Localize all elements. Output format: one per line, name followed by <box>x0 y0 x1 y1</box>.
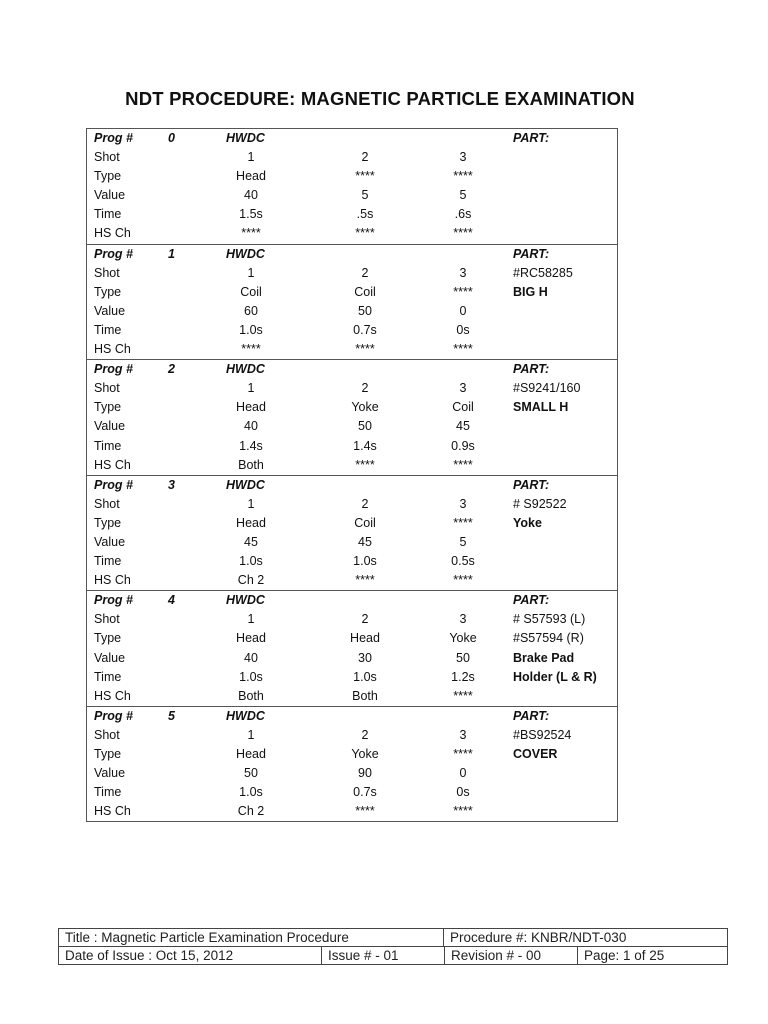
shot-1-time: 1.0s <box>239 669 263 684</box>
program-row-hs-ch <box>87 340 617 359</box>
shot-3-value: 50 <box>456 650 470 665</box>
shot-1-time: 1.0s <box>239 322 263 337</box>
shot-3-time: .6s <box>454 207 472 222</box>
shot-1-value: 40 <box>244 419 258 434</box>
current-mode: HWDC <box>226 246 265 261</box>
prog-label: Prog # <box>94 708 133 723</box>
shot-3-time: 0s <box>456 785 470 800</box>
document-footer <box>58 928 728 965</box>
shot-2-type: Yoke <box>351 747 379 761</box>
row-label: Type <box>94 400 122 415</box>
shot-2-value: 50 <box>358 303 372 318</box>
current-mode: HWDC <box>226 477 265 492</box>
shot-2-type: Yoke <box>351 400 379 415</box>
program-row-value <box>87 533 617 552</box>
shot-1-shot: 1 <box>247 612 255 627</box>
program-row-value <box>87 186 617 205</box>
program-row-time <box>87 783 617 802</box>
shot-3-value: 0 <box>459 766 467 781</box>
shot-2-shot: 2 <box>361 727 369 742</box>
program-number: 2 <box>168 362 175 377</box>
part-info-line: #S57594 (R) <box>513 631 584 646</box>
program-row-time <box>87 552 617 571</box>
program-block <box>87 360 617 476</box>
shot-3-shot: 3 <box>459 727 467 742</box>
program-row-type <box>87 629 617 648</box>
shot-2-hs-ch: **** <box>355 573 375 588</box>
shot-1-type: Coil <box>240 284 262 299</box>
part-info-line: BIG H <box>513 284 548 299</box>
program-block <box>87 707 617 822</box>
row-label: Value <box>94 303 126 318</box>
shot-3-hs-ch: **** <box>453 226 473 241</box>
row-label: HS Ch <box>94 342 131 357</box>
prog-label: Prog # <box>94 131 133 145</box>
shot-1-time: 1.0s <box>239 785 263 800</box>
shot-1-hs-ch: **** <box>241 342 261 357</box>
program-row-hs-ch <box>87 802 617 821</box>
program-block <box>87 245 617 361</box>
shot-2-value: 45 <box>358 534 372 549</box>
program-row-shot <box>87 379 617 398</box>
shot-1-value: 50 <box>244 766 258 781</box>
program-row-value <box>87 764 617 783</box>
shot-1-hs-ch: **** <box>241 226 261 241</box>
shot-1-time: 1.4s <box>239 438 263 453</box>
shot-2-time: .5s <box>356 207 374 222</box>
part-label: PART: <box>513 246 550 261</box>
row-label: Time <box>94 554 122 569</box>
shot-2-shot: 2 <box>361 381 369 396</box>
shot-3-time: 0.9s <box>451 438 475 453</box>
program-row-type <box>87 745 617 764</box>
row-label: Value <box>94 766 126 781</box>
shot-3-hs-ch: **** <box>453 457 473 472</box>
shot-3-hs-ch: **** <box>453 342 473 357</box>
row-label: HS Ch <box>94 688 131 703</box>
program-row-shot <box>87 495 617 514</box>
shot-2-type: Head <box>350 631 380 646</box>
shot-2-type: Coil <box>354 284 376 299</box>
program-header-row <box>87 360 617 379</box>
shot-1-time: 1.5s <box>239 207 263 222</box>
part-label: PART: <box>513 477 550 492</box>
row-label: Shot <box>94 265 120 280</box>
shot-3-type: Yoke <box>449 631 477 646</box>
row-label: Time <box>94 785 122 800</box>
current-mode: HWDC <box>226 131 265 145</box>
program-row-value <box>87 649 617 668</box>
shot-1-value: 60 <box>244 303 258 318</box>
shot-2-value: 5 <box>361 188 369 203</box>
part-info-line: #S9241/160 <box>513 381 581 396</box>
program-row-time <box>87 668 617 687</box>
shot-2-shot: 2 <box>361 265 369 280</box>
row-label: Value <box>94 188 126 203</box>
shot-3-type: **** <box>453 284 473 299</box>
row-label: Type <box>94 169 122 184</box>
footer-issue-number: Issue # - 01 <box>321 947 444 964</box>
part-label: PART: <box>513 593 550 608</box>
shot-1-hs-ch: Ch 2 <box>237 804 265 819</box>
shot-3-shot: 3 <box>459 150 467 165</box>
shot-3-shot: 3 <box>459 612 467 627</box>
shot-3-type: **** <box>453 169 473 184</box>
shot-3-time: 0s <box>456 322 470 337</box>
program-row-shot <box>87 148 617 167</box>
shot-1-type: Head <box>236 631 266 646</box>
shot-3-value: 0 <box>459 303 467 318</box>
program-number: 0 <box>168 131 175 145</box>
shot-3-value: 5 <box>459 188 467 203</box>
program-row-shot <box>87 726 617 745</box>
row-label: Value <box>94 419 126 434</box>
program-row-hs-ch <box>87 456 617 475</box>
program-row-value <box>87 302 617 321</box>
row-label: Type <box>94 515 122 530</box>
current-mode: HWDC <box>226 593 265 608</box>
program-number: 1 <box>168 246 175 261</box>
program-row-time <box>87 437 617 456</box>
shot-3-type: **** <box>453 747 473 761</box>
current-mode: HWDC <box>226 708 265 723</box>
program-row-time <box>87 321 617 340</box>
shot-3-type: **** <box>453 515 473 530</box>
footer-revision-number: Revision # - 00 <box>444 947 577 964</box>
part-info-line: # S92522 <box>513 496 567 511</box>
program-row-shot <box>87 264 617 283</box>
shot-1-value: 45 <box>244 534 258 549</box>
row-label: Value <box>94 534 126 549</box>
part-info-line: Brake Pad <box>513 650 575 665</box>
row-label: HS Ch <box>94 573 131 588</box>
program-block <box>87 476 617 592</box>
program-row-value <box>87 417 617 436</box>
shot-3-shot: 3 <box>459 265 467 280</box>
shot-2-hs-ch: Both <box>352 688 378 703</box>
row-label: Shot <box>94 612 120 627</box>
program-row-shot <box>87 610 617 629</box>
current-mode: HWDC <box>226 362 265 377</box>
program-header-row <box>87 476 617 495</box>
shot-2-time: 0.7s <box>353 322 377 337</box>
shot-3-shot: 3 <box>459 496 467 511</box>
program-row-hs-ch <box>87 687 617 706</box>
part-info-line: COVER <box>513 747 558 761</box>
program-row-type <box>87 514 617 533</box>
program-row-type <box>87 283 617 302</box>
row-label: Shot <box>94 381 120 396</box>
row-label: Time <box>94 669 122 684</box>
shot-1-hs-ch: Both <box>238 688 264 703</box>
row-label: Shot <box>94 727 120 742</box>
shot-3-hs-ch: **** <box>453 804 473 819</box>
shot-3-time: 1.2s <box>451 669 475 684</box>
prog-label: Prog # <box>94 477 133 492</box>
part-info-line: Yoke <box>513 515 542 530</box>
row-label: Type <box>94 284 122 299</box>
shot-3-shot: 3 <box>459 381 467 396</box>
shot-2-hs-ch: **** <box>355 342 375 357</box>
shot-2-type: **** <box>355 169 375 184</box>
row-label: Type <box>94 631 122 646</box>
row-label: Time <box>94 438 122 453</box>
row-label: HS Ch <box>94 804 131 819</box>
shot-2-shot: 2 <box>361 150 369 165</box>
program-number: 3 <box>168 477 175 492</box>
program-number: 5 <box>168 708 175 723</box>
shot-1-shot: 1 <box>247 265 255 280</box>
program-row-hs-ch <box>87 224 617 243</box>
row-label: Time <box>94 322 122 337</box>
shot-1-shot: 1 <box>247 381 255 396</box>
shot-2-value: 50 <box>358 419 372 434</box>
footer-procedure-number: Procedure #: KNBR/NDT-030 <box>443 929 727 946</box>
shot-2-type: Coil <box>354 515 376 530</box>
row-label: Type <box>94 747 122 761</box>
shot-3-hs-ch: **** <box>453 688 473 703</box>
footer-page-number: Page: 1 of 25 <box>577 947 727 964</box>
prog-label: Prog # <box>94 362 133 377</box>
shot-2-hs-ch: **** <box>355 804 375 819</box>
shot-1-hs-ch: Ch 2 <box>237 573 265 588</box>
part-label: PART: <box>513 708 550 723</box>
program-row-type <box>87 398 617 417</box>
program-row-time <box>87 205 617 224</box>
shot-2-time: 0.7s <box>353 785 377 800</box>
footer-title: Title : Magnetic Particle Examination Procedure <box>65 930 349 945</box>
shot-2-shot: 2 <box>361 612 369 627</box>
shot-2-value: 90 <box>358 766 372 781</box>
shot-1-shot: 1 <box>247 496 255 511</box>
part-info-line: # S57593 (L) <box>513 612 586 627</box>
part-info-line: Holder (L & R) <box>513 669 597 684</box>
part-label: PART: <box>513 362 550 377</box>
program-number: 4 <box>168 593 175 608</box>
footer-date-of-issue: Date of Issue : Oct 15, 2012 <box>65 948 234 963</box>
row-label: Shot <box>94 150 120 165</box>
program-block <box>87 129 617 245</box>
shot-3-time: 0.5s <box>451 554 475 569</box>
shot-3-type: Coil <box>452 400 474 415</box>
shot-1-shot: 1 <box>247 150 255 165</box>
program-row-hs-ch <box>87 571 617 590</box>
program-header-row <box>87 245 617 264</box>
part-info-line: #BS92524 <box>513 727 572 742</box>
shot-1-type: Head <box>236 169 266 184</box>
shot-1-type: Head <box>236 400 266 415</box>
prog-label: Prog # <box>94 246 133 261</box>
shot-2-time: 1.4s <box>353 438 377 453</box>
shot-2-hs-ch: **** <box>355 457 375 472</box>
shot-2-value: 30 <box>358 650 372 665</box>
shot-2-time: 1.0s <box>353 669 377 684</box>
footer-row-1 <box>59 929 727 946</box>
footer-row-2 <box>59 946 727 964</box>
row-label: HS Ch <box>94 226 131 241</box>
shot-3-hs-ch: **** <box>453 573 473 588</box>
shot-1-time: 1.0s <box>239 554 263 569</box>
program-header-row <box>87 129 617 148</box>
document-title: NDT PROCEDURE: MAGNETIC PARTICLE EXAMINATION <box>125 88 635 109</box>
shot-1-value: 40 <box>244 188 258 203</box>
program-block <box>87 591 617 707</box>
prog-label: Prog # <box>94 593 133 608</box>
row-label: Time <box>94 207 122 222</box>
shot-2-time: 1.0s <box>353 554 377 569</box>
row-label: HS Ch <box>94 457 131 472</box>
shot-1-hs-ch: Both <box>238 457 264 472</box>
shot-1-type: Head <box>236 515 266 530</box>
program-table <box>86 128 618 822</box>
part-label: PART: <box>513 131 550 145</box>
shot-1-type: Head <box>236 747 266 761</box>
shot-2-shot: 2 <box>361 496 369 511</box>
part-info-line: #RC58285 <box>513 265 573 280</box>
part-info-line: SMALL H <box>513 400 569 415</box>
row-label: Shot <box>94 496 120 511</box>
shot-1-value: 40 <box>244 650 258 665</box>
program-header-row <box>87 707 617 726</box>
shot-3-value: 5 <box>459 534 467 549</box>
program-row-type <box>87 167 617 186</box>
shot-2-hs-ch: **** <box>355 226 375 241</box>
shot-1-shot: 1 <box>247 727 255 742</box>
program-header-row <box>87 591 617 610</box>
shot-3-value: 45 <box>456 419 470 434</box>
row-label: Value <box>94 650 126 665</box>
